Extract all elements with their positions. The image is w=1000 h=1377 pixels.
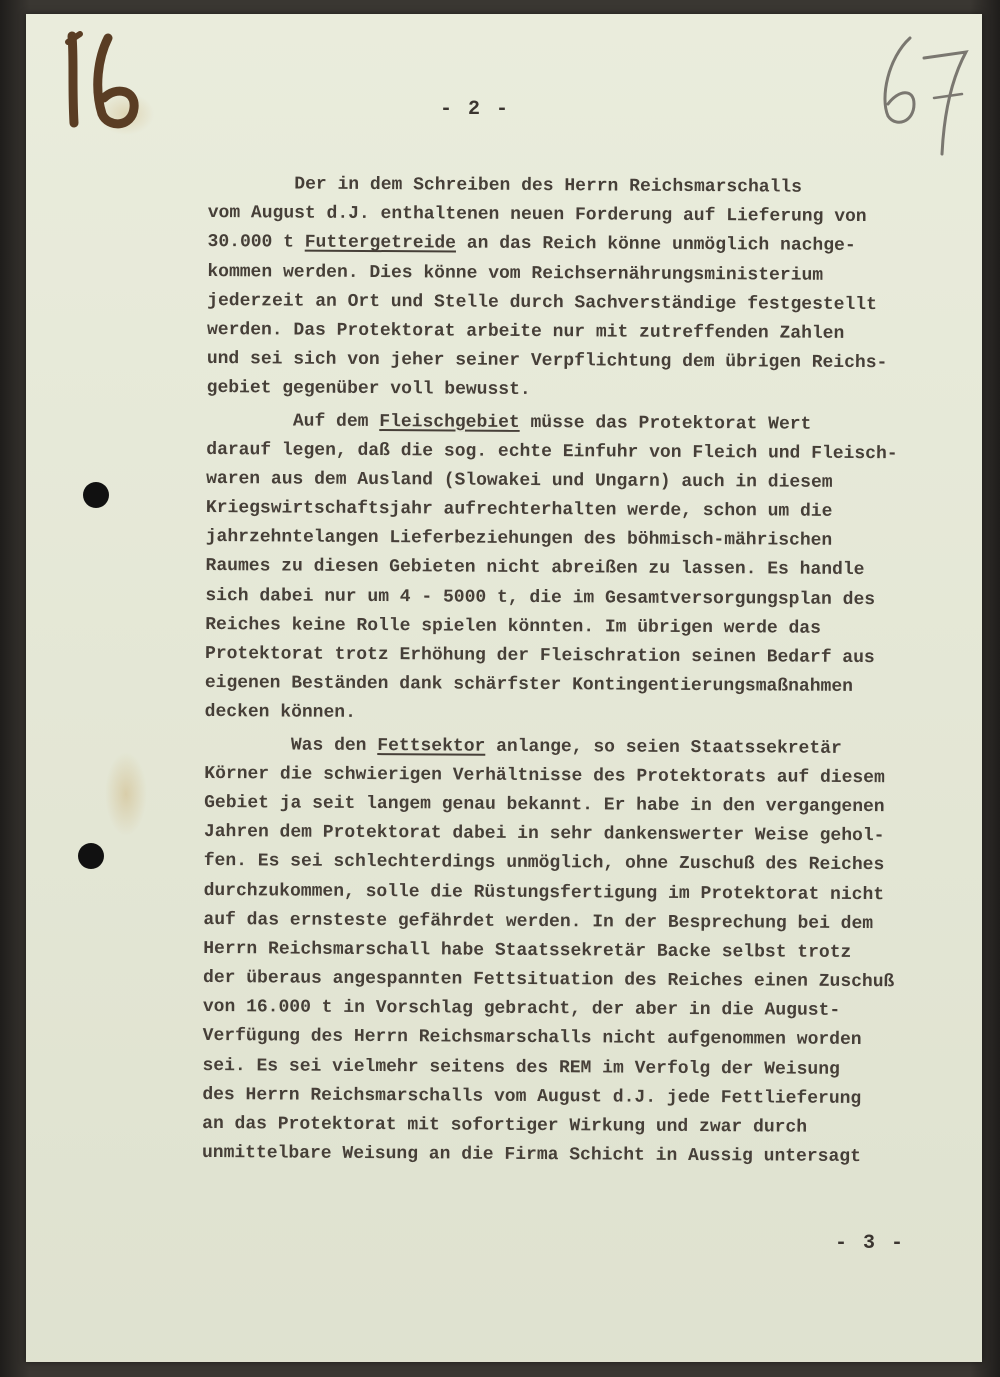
text-line: vom August d.J. enthaltenen neuen Forderung auf Lieferung von — [207, 203, 867, 228]
next-page-marker: - 3 - — [835, 1232, 906, 1255]
text-line: werden. Das Protektorat arbeite nur mit zutreffenden Zahlen — [206, 319, 845, 344]
text-line — [204, 731, 974, 765]
punch-hole — [78, 843, 104, 869]
text-line: jederzeit an Ort und Stelle durch Sachverständige festgestellt — [207, 290, 877, 315]
text-line: eigenen Beständen dank schärfster Kontingentierungsmaßnahmen — [204, 673, 854, 698]
text-line: an das Protektorat mit sofortiger Wirkung und zwar durch — [202, 1113, 808, 1138]
text-fragment: Was den — [204, 734, 378, 756]
text-line: Kriegswirtschaftsjahr aufrechterhalten werde, schon um die — [205, 498, 833, 522]
text-line: jahrzehntelangen Lieferbeziehungen des böhmisch-mährischen — [205, 527, 833, 552]
text-line: des Herrn Reichsmarschalls vom August d.J. jede Fettlieferung — [202, 1084, 862, 1109]
handwritten-folio-mark — [50, 28, 160, 138]
text-line: sich dabei nur um 4 - 5000 t, die im Gesamtversorgungsplan des — [205, 585, 876, 610]
underlined-keyword: Futtergetreide — [304, 232, 457, 254]
text-line — [207, 228, 977, 262]
text-line: waren aus dem Ausland (Slowakei und Ungarn) auch in diesem — [206, 468, 833, 493]
punch-hole — [83, 482, 109, 508]
text-line: Reiches keine Rolle spielen könnten. Im übrigen werde das — [205, 614, 821, 639]
text-line: und sei sich von jeher seiner Verpflichtung dem übrigen Reichs- — [206, 349, 888, 374]
text-line — [206, 406, 976, 440]
text-line: gebiet gegenüber voll bewusst. — [206, 378, 531, 401]
text-line: der überaus angespannten Fettsituation des Reiches einen Zuschuß — [203, 968, 895, 993]
text-fragment: 30.000 t — [207, 232, 305, 253]
paragraph-fleischgebiet — [205, 406, 977, 732]
text-fragment: müsse das Protektorat Wert — [519, 412, 812, 435]
text-line: Jahren dem Protektorat dabei in sehr dankenswerter Weise gehol- — [203, 822, 885, 847]
text-line: darauf legen, daß die sog. echte Einfuhr von Fleich und Fleisch- — [206, 439, 898, 464]
text-line: Gebiet ja seit langem genau bekannt. Er habe in den vergangenen — [204, 792, 885, 818]
text-line: Protektorat trotz Erhöhung der Fleischration seinen Bedarf aus — [204, 643, 875, 669]
underlined-keyword: Fleischgebiet — [379, 411, 520, 433]
text-line: Herrn Reichsmarschall habe Staatssekretär Backe selbst trotz — [203, 938, 852, 963]
text-line: unmittelbare Weisung an die Firma Schicht in Aussig untersagt — [201, 1143, 861, 1168]
pencil-archive-number — [870, 28, 980, 158]
letter-body — [202, 170, 978, 1173]
text-line: decken können. — [204, 702, 356, 724]
text-line: von 16.000 t in Vorschlag gebracht, der aber in die August- — [202, 997, 841, 1022]
text-line: Der in dem Schreiben des Herrn Reichsmarschalls — [207, 173, 803, 198]
text-fragment: Auf dem — [206, 410, 380, 432]
page-number: - 2 - — [440, 98, 511, 121]
text-line: Verfügung des Herrn Reichsmarschalls nicht aufgenommen worden — [202, 1026, 862, 1051]
text-line: Körner die schwierigen Verhältnisse des Protektorats auf diesem — [204, 763, 885, 788]
text-fragment: anlange, so seien Staatssekretär — [485, 736, 842, 759]
text-line: sei. Es sei vielmehr seitens des REM im Verfolg der Weisung — [202, 1055, 840, 1080]
paragraph-fettsektor — [202, 731, 975, 1174]
text-fragment: an das Reich könne unmöglich nachge- — [455, 233, 856, 257]
text-line: auf das ernsteste gefährdet werden. In der Besprechung bei dem — [203, 909, 874, 934]
underlined-keyword: Fettsektor — [377, 735, 486, 757]
paragraph-futtergetreide — [207, 170, 978, 408]
text-line: Raumes zu diesen Gebieten nicht abreißen zu lassen. Es handle — [205, 556, 865, 581]
text-line: durchzukommen, solle die Rüstungsfertigung im Protektorat nicht — [203, 880, 885, 905]
text-line: kommen werden. Dies könne vom Reichsernährungsministerium — [207, 261, 824, 286]
text-line: fen. Es sei schlechterdings unmöglich, ohne Zuschuß des Reiches — [203, 851, 885, 876]
